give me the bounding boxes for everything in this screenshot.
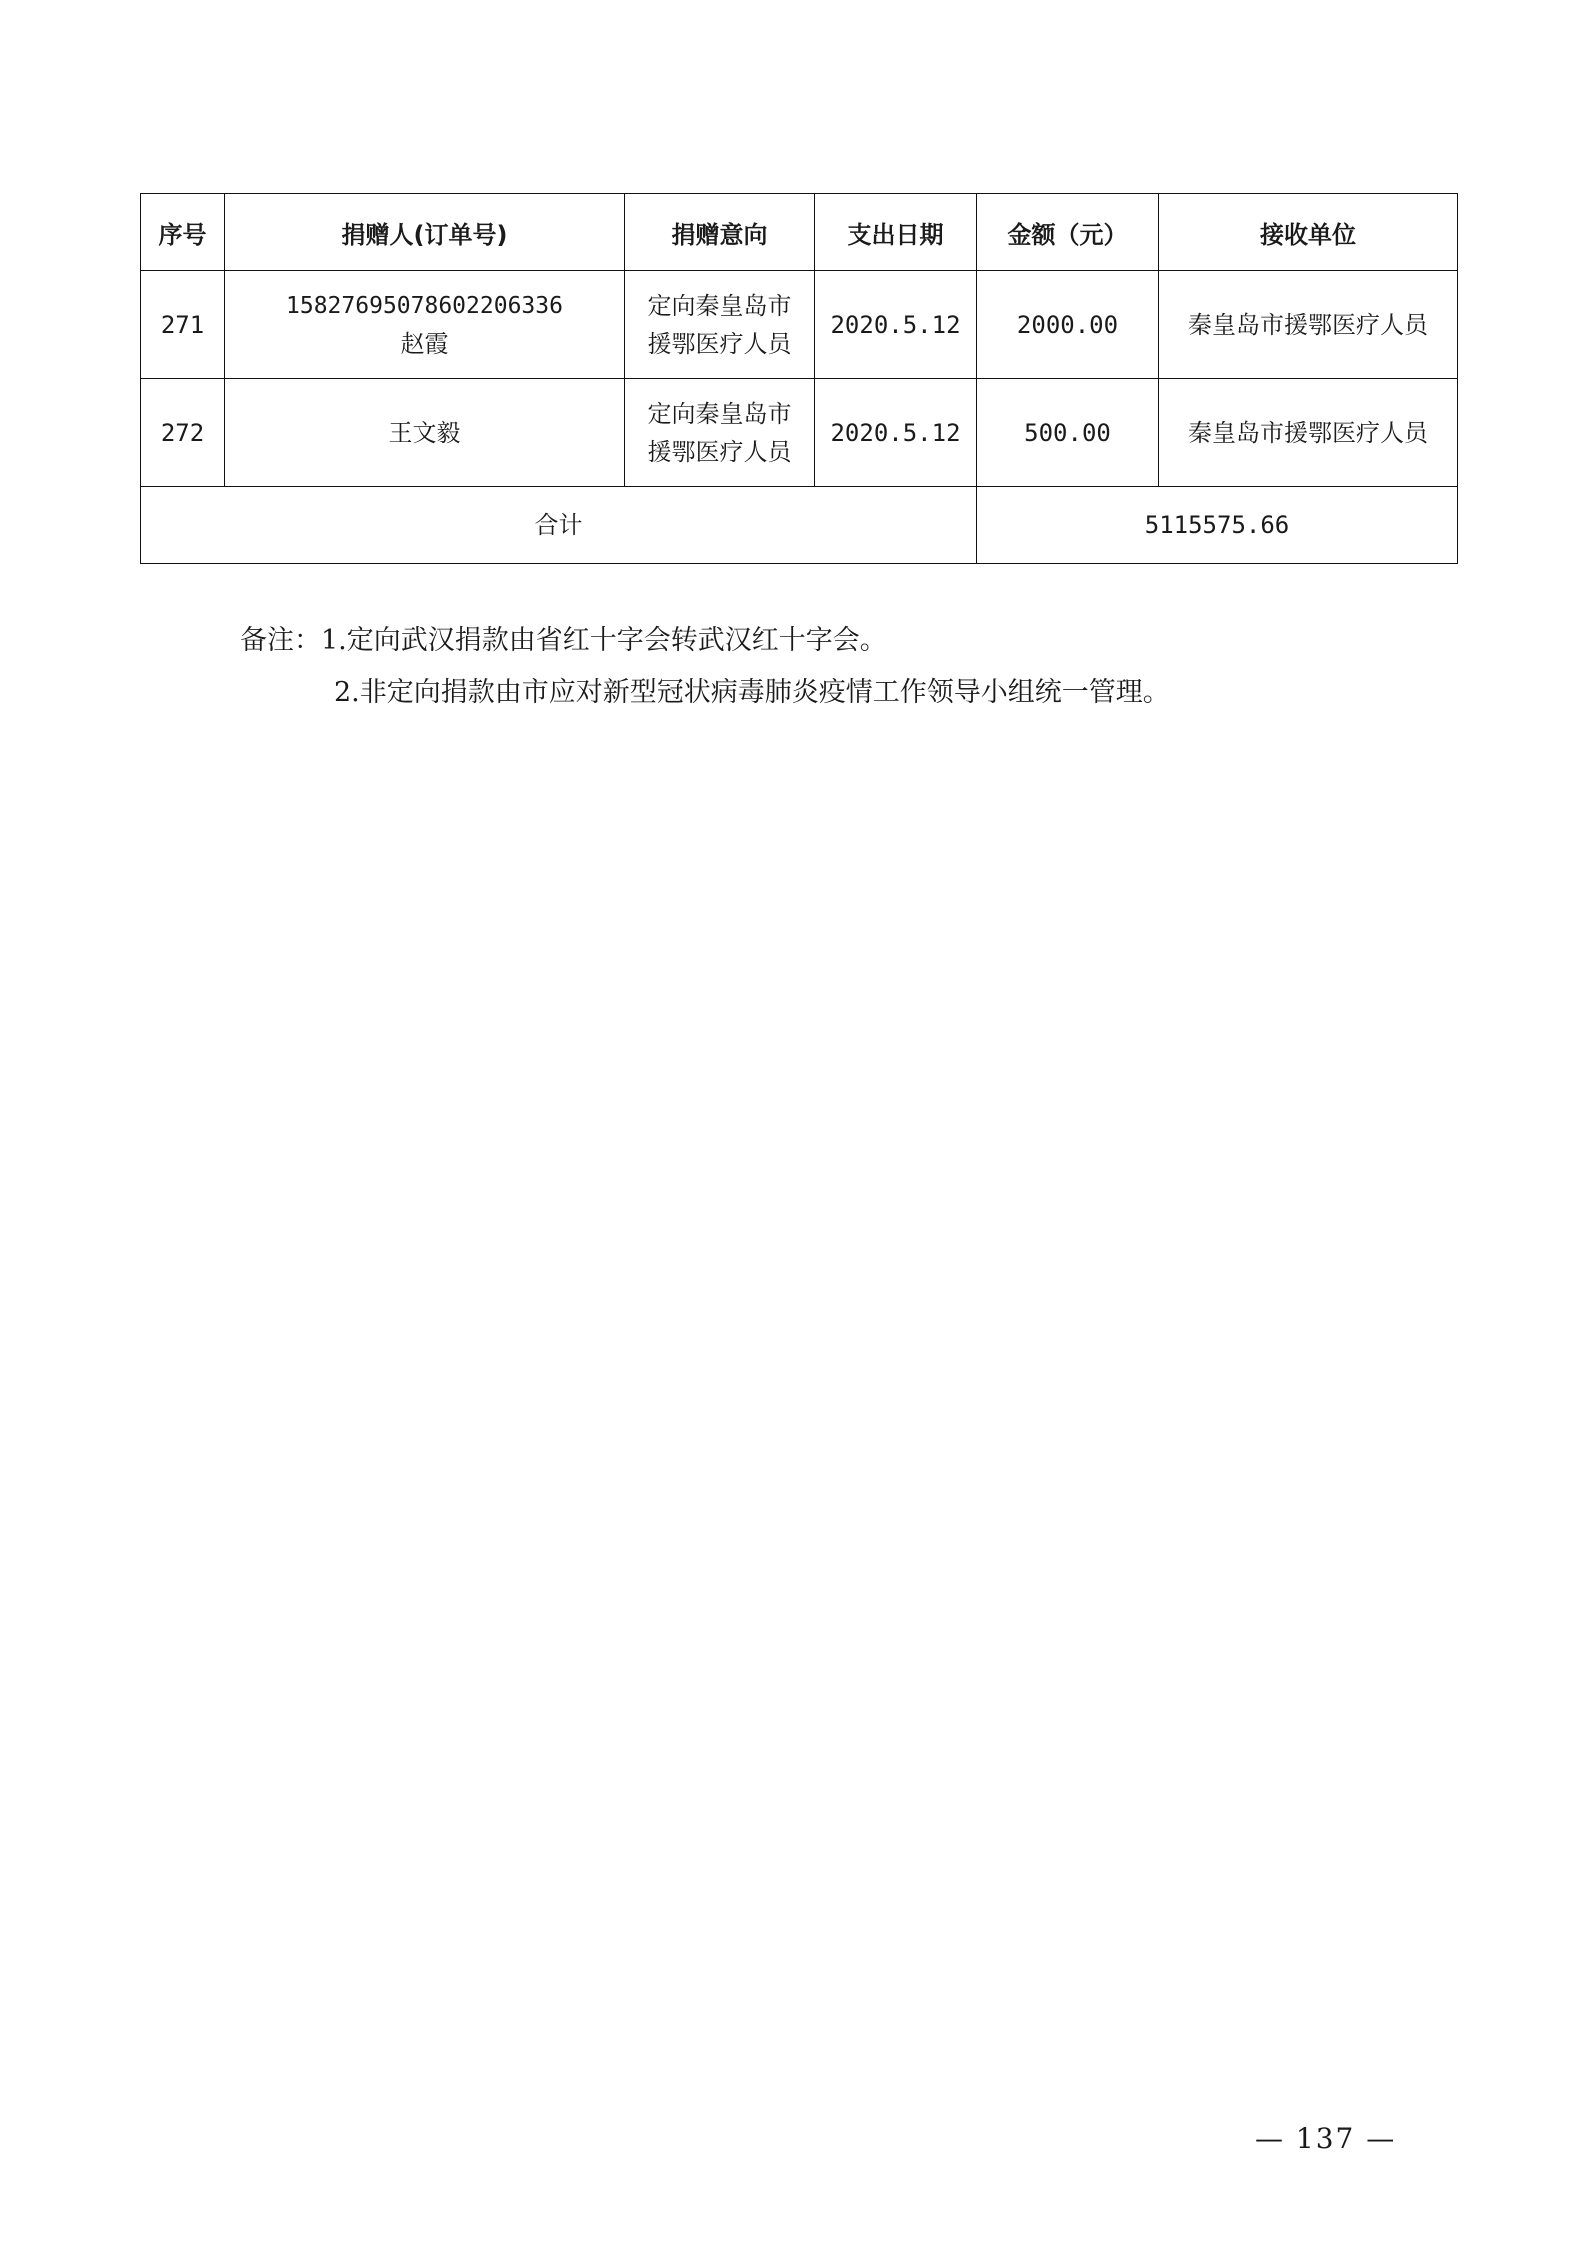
intent-line-1: 定向秦皇岛市 — [647, 291, 792, 320]
note-line-2: 2.非定向捐款由市应对新型冠状病毒肺炎疫情工作领导小组统一管理。 — [334, 677, 1170, 708]
header-receiver: 接收单位 — [1159, 194, 1458, 271]
row-donor — [225, 379, 625, 487]
donor-order-number: 15827695078602206336 — [286, 292, 563, 319]
table-header-row — [141, 194, 1458, 271]
total-row — [141, 487, 1458, 564]
row-seq: 272 — [141, 379, 225, 487]
intent-line-2: 援鄂医疗人员 — [647, 437, 792, 466]
intent-line-1: 定向秦皇岛市 — [647, 399, 792, 428]
intent-line-2: 援鄂医疗人员 — [647, 329, 792, 358]
header-date: 支出日期 — [815, 194, 977, 271]
row-intent — [625, 379, 815, 487]
total-amount: 5115575.66 — [977, 487, 1458, 564]
row-date: 2020.5.12 — [815, 271, 977, 379]
notes — [240, 615, 1170, 719]
row-amount: 2000.00 — [977, 271, 1159, 379]
note-line-1: 备注：1.定向武汉捐款由省红十字会转武汉红十字会。 — [240, 625, 887, 656]
row-receiver: 秦皇岛市援鄂医疗人员 — [1159, 379, 1458, 487]
row-date: 2020.5.12 — [815, 379, 977, 487]
header-seq: 序号 — [141, 194, 225, 271]
page-number: — 137 — — [1255, 2122, 1397, 2155]
table-row — [141, 271, 1458, 379]
header-donor: 捐赠人(订单号) — [225, 194, 625, 271]
row-amount: 500.00 — [977, 379, 1159, 487]
row-receiver: 秦皇岛市援鄂医疗人员 — [1159, 271, 1458, 379]
donation-table — [140, 193, 1458, 564]
header-intent: 捐赠意向 — [625, 194, 815, 271]
header-amount: 金额（元） — [977, 194, 1159, 271]
total-label: 合计 — [141, 487, 977, 564]
donor-name: 赵霞 — [400, 329, 449, 358]
table-row — [141, 379, 1458, 487]
row-seq: 271 — [141, 271, 225, 379]
row-donor — [225, 271, 625, 379]
row-intent — [625, 271, 815, 379]
donor-name: 王文毅 — [388, 418, 461, 447]
